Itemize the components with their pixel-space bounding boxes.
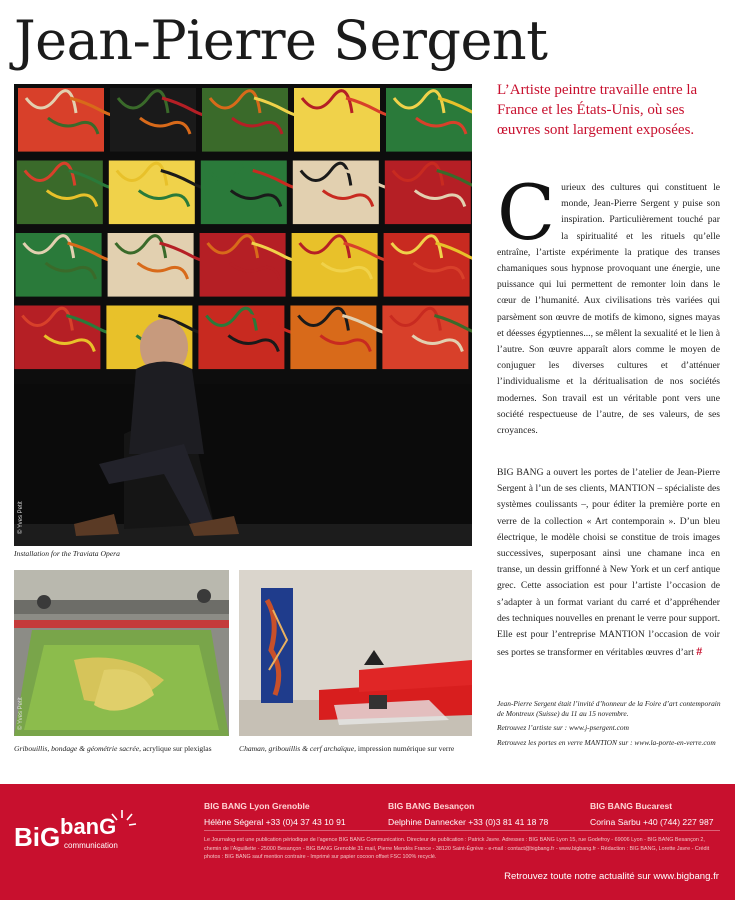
painting-panel [198, 306, 284, 370]
caption-technique: impression numérique sur verre [356, 744, 455, 753]
caption-technique: acrylique sur plexiglas [140, 744, 212, 753]
photo-credit: © Yves Petit [18, 501, 24, 534]
painting-panel [16, 233, 102, 297]
living-room-image [239, 570, 472, 736]
office-contact: Hélène Ségeral +33 (0)4 37 43 10 91 [204, 817, 346, 827]
end-mark: # [696, 644, 703, 659]
paragraph-text: urieux des cultures qui constituent le monde, Jean-Pierre Sergent y puise son inspiration. Particulièrement touché par la spiritualité et les rituels qu’elle entraîne, l’artiste expérimente la pratique des transes chamaniques sous hypnose provoquant une énergie, une puissance qui lui permettent de remonter loin dans le cœur de l’humanité. Aux civilisations très variées qui parsèment son œuvre de motifs de kimono, signes mayas et déesses égyptiennes..., se mêlent la sexualité et le lien à l’autre. Son œuvre apparaît alors comme le moyen de conjuguer les diverses cultures et d’atténuer l’individualisme et la déritualisation de nos sociétés modernes. Son travail est un véritable pont vers une société respectueuse de l’autre, de ses valeurs, de ses croyances. [497, 182, 720, 437]
office-contact: Corina Sarbu +40 (744) 227 987 [590, 817, 714, 827]
painting-panel [110, 88, 196, 152]
office-city: BIG BANG Bucarest [590, 801, 673, 811]
print-photo-caption [14, 744, 212, 753]
painting-panel [384, 233, 470, 297]
painting-panel [201, 161, 287, 225]
painting-panel [294, 88, 380, 152]
painting-panel [108, 233, 194, 297]
painting-panel [202, 88, 288, 152]
logo-sub: communication [64, 841, 118, 850]
paragraph-text: BIG BANG a ouvert les portes de l’atelier de Jean-Pierre Sergent à l’un de ses clients, MANTION – spécialiste des systèmes coulissants –, pour éditer la première porte en verre de la collection « Art contemporain ». D’un bleu électrique, le modèle choisi se constitue de trois images successives, superposant ainsi une chamane inca en transe, un dessin griffonné à New York et un cerf antique grec. Cette association est pour l’artiste l’occasion de s’adapter à un format variant du carré et d’appréhender des techniques nouvelles en prenant le verre pour support. Elle est pour l’entreprise MANTION l’occasion de voir ses portes se transformer en véritables œuvres d’art [497, 467, 720, 659]
painting-panel [14, 306, 100, 370]
bigbang-logo [14, 806, 144, 866]
painting-panel [386, 88, 472, 152]
room-photo [239, 570, 472, 736]
painting-panel [293, 161, 379, 225]
office-besancon [388, 798, 548, 830]
mantion-link-note[interactable]: Retrouvez les portes en verre MANTION sur : www.la-porte-en-verre.com [497, 738, 716, 747]
painting-panel [18, 88, 104, 152]
footer-bar [0, 784, 735, 900]
painting-panel [382, 306, 468, 370]
main-photo [14, 84, 472, 546]
legal-notice: Le Journalog est une publication périodique de l’agence BIG BANG Communication. Directeur de publication : Patrick Javre. Adresses : BIG BANG Lyon 15, rue Godefroy - 69006 Lyon - BIG BANG Besançon 2, chemin de l’Aiguillette - 25000 Besançon - BIG BANG Grenoble 31 mail, Pierre Mendès France - 38120 Saint-Égrève - e-mail : contact@bigbang.fr - www.bigbang.fr - Rédaction : BIG BANG, Lorette Javre - Crédit photos : BIG BANG sauf mention contraire - Imprimé sur papier cocoon offset FSC 100% recyclé. [204, 837, 710, 860]
article-paragraph-1 [497, 168, 720, 439]
logo-bang: banG [60, 814, 117, 839]
office-contact: Delphine Dannecker +33 (0)3 81 41 18 78 [388, 817, 549, 827]
painting-panel [17, 161, 103, 225]
footer-divider [204, 830, 720, 831]
main-photo-caption: Installation for the Traviata Opera [14, 549, 120, 558]
logo-big: BiG [14, 822, 61, 852]
article-paragraph-2 [497, 465, 720, 661]
caption-title: Chaman, gribouillis & cerf archaïque, [239, 744, 356, 753]
installation-photo-image [14, 84, 472, 546]
article-lead: L’Artiste peintre travaille entre la France et les États-Unis, où ses œuvres sont largement exposées. [497, 82, 698, 138]
painting-panel [385, 161, 471, 225]
painting-panel [200, 233, 286, 297]
painting-panel [109, 161, 195, 225]
article-title: Jean-Pierre Sergent [14, 9, 548, 72]
print-photo [14, 570, 229, 736]
room-photo-caption [239, 744, 454, 753]
artist-link-note[interactable]: Retrouvez l’artiste sur : www.j-psergent.com [497, 723, 629, 732]
office-city: BIG BANG Besançon [388, 801, 475, 811]
caption-title: Gribouillis, bondage & géométrie sacrée, [14, 744, 141, 753]
office-bucarest [590, 798, 714, 830]
painting-panel [290, 306, 376, 370]
office-city: BIG BANG Lyon Grenoble [204, 801, 310, 811]
print-table-image [14, 570, 229, 736]
event-note: Jean-Pierre Sergent était l’invité d’honneur de la Foire d’art contemporain de Montreux (Suisse) du 11 au 15 novembre. [497, 699, 721, 718]
office-lyon-grenoble [204, 798, 346, 830]
photo-credit: © Yves Petit [18, 697, 24, 730]
drop-cap: C [497, 168, 556, 257]
website-link[interactable]: Retrouvez toute notre actualité sur www.bigbang.fr [504, 871, 719, 882]
painting-panel [292, 233, 378, 297]
